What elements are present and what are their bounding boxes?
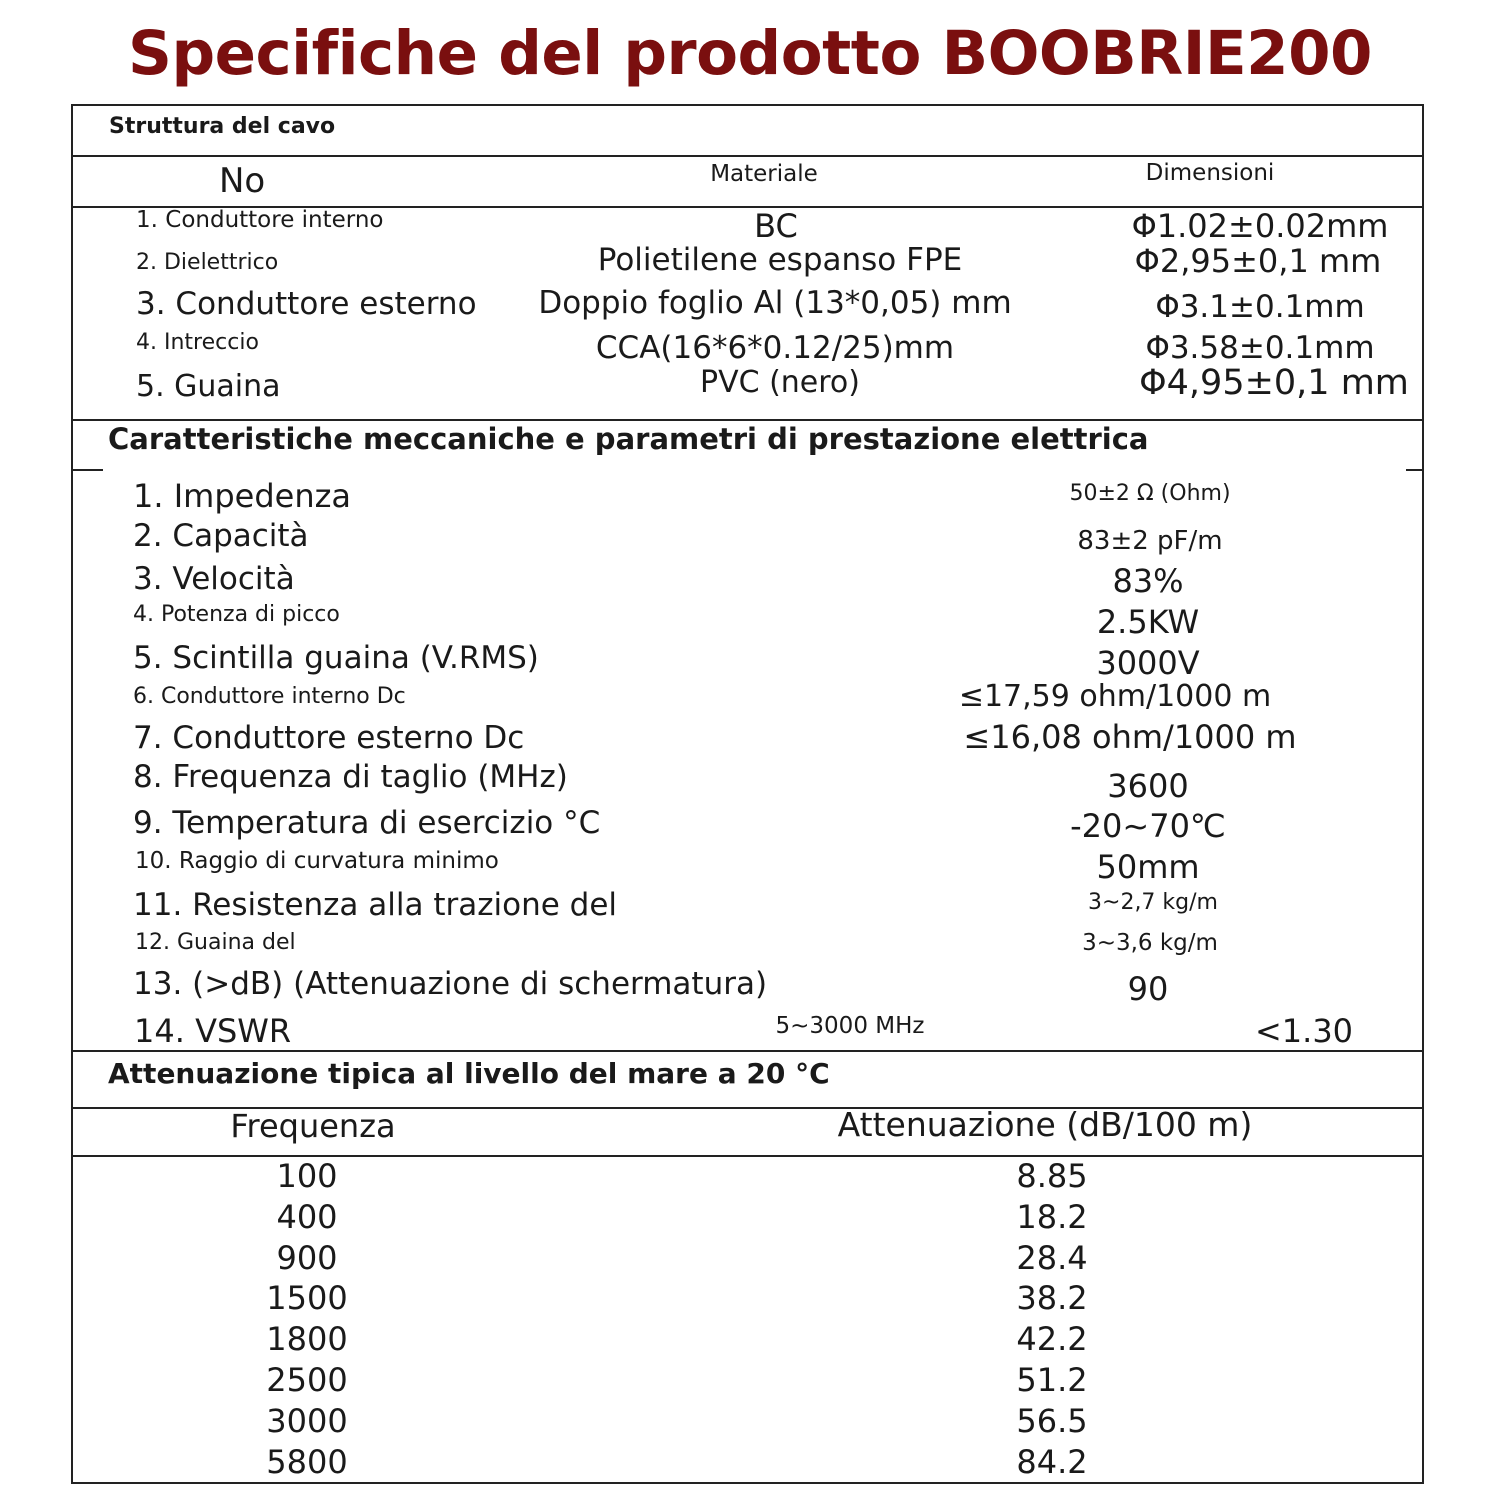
divider: [71, 1155, 1422, 1157]
parameter-label: 7. Conduttore esterno Dc: [133, 720, 525, 756]
structure-dimension: Φ4,95±0,1 mm: [1139, 363, 1409, 403]
parameter-label: 5. Scintilla guaina (V.RMS): [133, 640, 539, 676]
parameter-label: 4. Potenza di picco: [133, 602, 340, 627]
vswr-range: 5~3000 MHz: [775, 1013, 925, 1039]
parameter-label: 10. Raggio di curvatura minimo: [135, 848, 499, 874]
frequency-cell: 2500: [266, 1361, 348, 1399]
page-title: Specifiche del prodotto BOOBRIE200: [128, 18, 1372, 89]
structure-material: PVC (nero): [699, 365, 860, 400]
structure-material: Polietilene espanso FPE: [597, 242, 963, 278]
attenuation-cell: 42.2: [1016, 1320, 1088, 1358]
divider: [71, 469, 103, 471]
divider: [71, 419, 1422, 421]
parameter-value: 50mm: [1096, 848, 1200, 886]
frequency-cell: 1800: [266, 1320, 348, 1358]
parameter-label: 2. Capacità: [133, 518, 309, 554]
frequency-cell: 400: [276, 1198, 338, 1236]
col-header-dimensions: Dimensioni: [1145, 160, 1275, 186]
divider: [71, 1050, 1422, 1052]
frequency-cell: 900: [276, 1239, 338, 1277]
parameter-value: 90: [1127, 970, 1169, 1008]
structure-no: 3. Conduttore esterno: [136, 286, 477, 322]
frequency-cell: 5800: [266, 1443, 348, 1481]
structure-material: Doppio foglio Al (13*0,05) mm: [538, 285, 1012, 321]
parameter-label: 12. Guaina del: [135, 930, 296, 955]
attenuation-cell: 51.2: [1016, 1361, 1088, 1399]
attenuation-cell: 28.4: [1016, 1239, 1088, 1277]
structure-material: CCA(16*6*0.12/25)mm: [595, 330, 955, 366]
parameter-value: ≤17,59 ohm/1000 m: [958, 679, 1272, 714]
frequency-cell: 1500: [266, 1279, 348, 1317]
attenuation-heading: Attenuazione tipica al livello del mare a 20 °C: [108, 1057, 830, 1090]
parameter-value: 3600: [1107, 767, 1189, 805]
structure-heading: Struttura del cavo: [109, 114, 336, 139]
parameter-value: 50±2 Ω (Ohm): [1069, 481, 1231, 506]
vswr-label: 14. VSWR: [134, 1012, 292, 1050]
structure-material: BC: [754, 207, 798, 245]
attenuation-cell: 84.2: [1016, 1443, 1088, 1481]
parameter-value: 3~3,6 kg/m: [1082, 930, 1218, 956]
parameter-value: -20~70℃: [1070, 807, 1226, 845]
parameter-label: 1. Impedenza: [133, 477, 351, 515]
col-header-no: No: [219, 161, 266, 201]
parameter-label: 13. (>dB) (Attenuazione di schermatura): [133, 966, 768, 1002]
parameter-value: 3~2,7 kg/m: [1088, 890, 1218, 915]
structure-no: 2. Dielettrico: [136, 250, 279, 275]
parameter-value: 2.5KW: [1096, 603, 1200, 641]
structure-no: 1. Conduttore interno: [136, 207, 384, 233]
parameter-label: 6. Conduttore interno Dc: [133, 684, 406, 709]
attenuation-cell: 8.85: [1016, 1157, 1088, 1195]
col-header-attenuation: Attenuazione (dB/100 m): [837, 1105, 1253, 1144]
divider: [71, 155, 1422, 157]
parameter-value: 3000V: [1096, 644, 1200, 682]
attenuation-cell: 56.5: [1016, 1402, 1088, 1440]
parameter-label: 9. Temperatura di esercizio °C: [133, 805, 601, 841]
divider: [1406, 469, 1422, 471]
structure-dimension: Φ3.58±0.1mm: [1145, 330, 1375, 366]
parameter-label: 11. Resistenza alla trazione del: [133, 887, 618, 923]
parameter-value: 83±2 pF/m: [1077, 526, 1223, 556]
frequency-cell: 3000: [266, 1402, 348, 1440]
structure-dimension: Φ2,95±0,1 mm: [1134, 242, 1382, 280]
vswr-value: <1.30: [1254, 1012, 1354, 1050]
frequency-cell: 100: [276, 1157, 338, 1195]
parameter-value: ≤16,08 ohm/1000 m: [963, 718, 1297, 756]
parameters-heading: Caratteristiche meccaniche e parametri di prestazione elettrica: [108, 422, 1149, 456]
structure-no: 5. Guaina: [136, 369, 281, 404]
attenuation-cell: 38.2: [1016, 1279, 1088, 1317]
attenuation-cell: 18.2: [1016, 1198, 1088, 1236]
col-header-frequency: Frequenza: [230, 1107, 396, 1145]
parameter-value: 83%: [1112, 562, 1184, 600]
parameter-label: 8. Frequenza di taglio (MHz): [133, 759, 568, 795]
col-header-material: Materiale: [710, 161, 818, 187]
parameter-label: 3. Velocità: [133, 561, 295, 597]
structure-no: 4. Intreccio: [136, 330, 259, 355]
structure-dimension: Φ3.1±0.1mm: [1155, 289, 1365, 325]
structure-dimension: Φ1.02±0.02mm: [1131, 207, 1389, 245]
